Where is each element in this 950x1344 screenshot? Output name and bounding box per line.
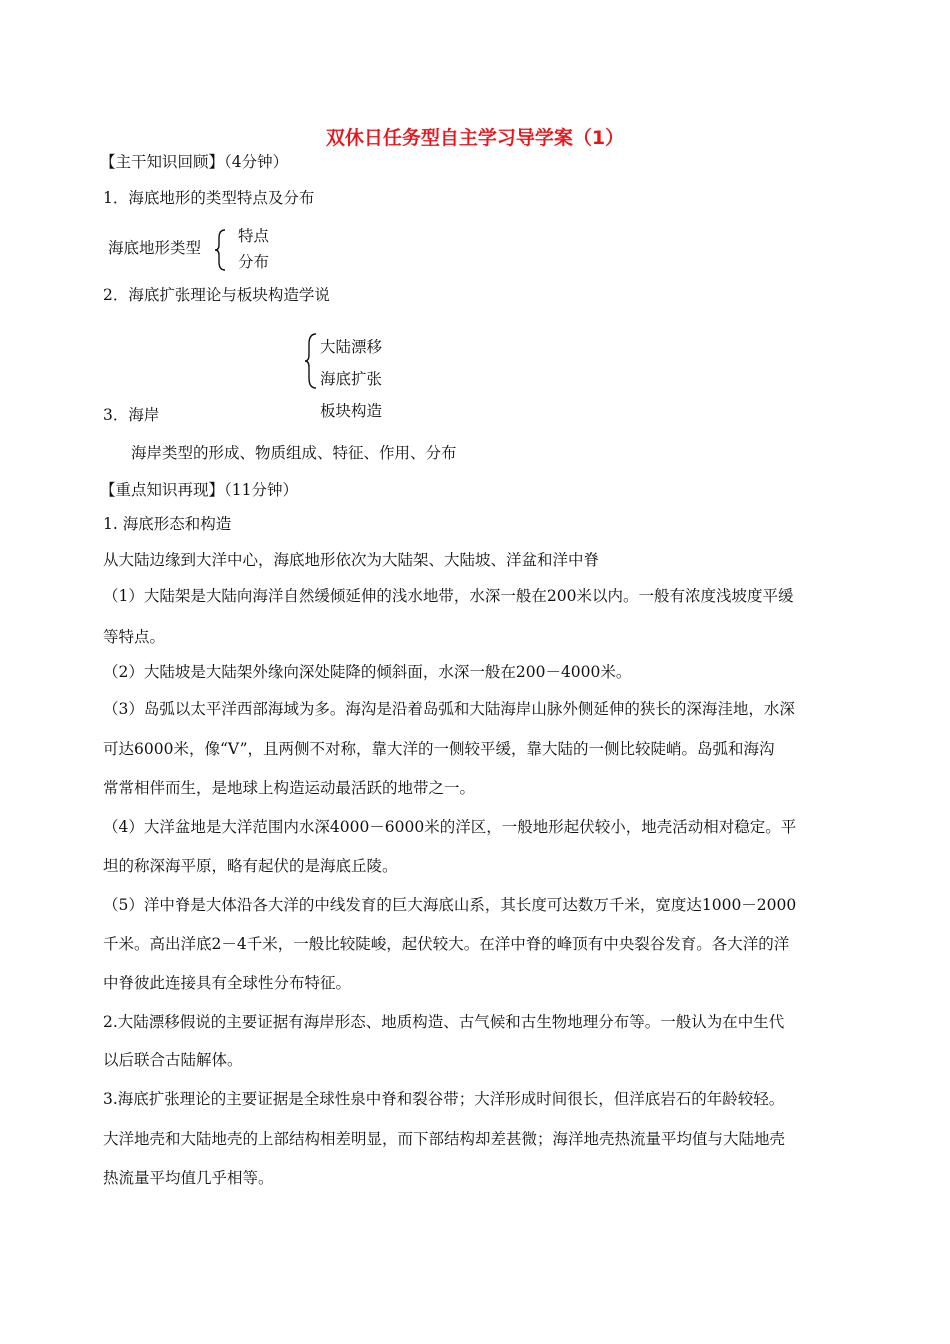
key-line: 千米。高出洋底2－4千米，一般比较陡峻，起伏较大。在洋中脊的峰顶有中央裂谷发育。各大洋的洋 <box>103 935 790 953</box>
item2-heading: 2．海底扩张理论与板块构造学说 <box>103 286 330 304</box>
coast-topics: 海岸类型的形成、物质组成、特征、作用、分布 <box>131 444 457 462</box>
branch-distribution: 分布 <box>238 253 270 271</box>
brace-item1 <box>214 228 228 272</box>
key-line: 常常相伴而生，是地球上构造运动最活跃的地带之一。 <box>103 779 476 797</box>
key-line: 可达6000米，像“V”，且两侧不对称，靠大洋的一侧较平缓，靠大陆的一侧比较陡峭。岛弧和海沟 <box>103 740 775 758</box>
key-line: （5）洋中脊是大体沿各大洋的中线发育的巨大海底山系，其长度可达数万千米，宽度达1000－2000 <box>103 896 797 914</box>
key-line: （1）大陆架是大陆向海洋自然缓倾延伸的浅水地带，水深一般在200米以内。一般有浓度浅坡度平缓 <box>103 587 794 605</box>
key-line: 中脊彼此连接具有全球性分布特征。 <box>103 974 352 992</box>
key-line: 坦的称深海平原，略有起伏的是海底丘陵。 <box>103 857 398 875</box>
brace-item2 <box>304 332 318 390</box>
branch-features: 特点 <box>238 227 270 245</box>
key-header: 【重点知识再现】（11分钟） <box>100 481 298 499</box>
key-line: 热流量平均值几乎相等。 <box>103 1169 274 1187</box>
branch-continental-drift: 大陆漂移 <box>320 338 383 356</box>
key-line: （3）岛弧以太平洋西部海域为多。海沟是沿着岛弧和大陆海岸山脉外侧延伸的狭长的深海洼地，水深 <box>103 700 795 718</box>
key-line: 从大陆边缘到大洋中心，海底地形依次为大陆架、大陆坡、洋盆和洋中脊 <box>103 551 600 569</box>
branch-seafloor-spreading: 海底扩张 <box>320 370 383 388</box>
key-line: 等特点。 <box>103 628 166 646</box>
key-line: （4）大洋盆地是大洋范围内水深4000－6000米的洋区，一般地形起伏较小，地壳活动相对稳定。平 <box>103 818 797 836</box>
page-title: 双休日任务型自主学习导学案（1） <box>325 127 625 149</box>
review-header: 【主干知识回顾】（4分钟） <box>100 153 289 171</box>
key-line: 2.大陆漂移假说的主要证据有海岸形态、地质构造、古气候和古生物地理分布等。一般认为在中生代 <box>103 1013 785 1031</box>
branch-plate-tectonics: 板块构造 <box>320 402 383 420</box>
item1-heading: 1．海底地形的类型特点及分布 <box>103 189 315 207</box>
item3-heading: 3．海岸 <box>103 406 160 424</box>
key-line: 1. 海底形态和构造 <box>103 515 232 533</box>
key-line: 3.海底扩张理论的主要证据是全球性泉中脊和裂谷带；大洋形成时间很长，但洋底岩石的年龄较轻。 <box>103 1090 785 1108</box>
key-line: （2）大陆坡是大陆架外缘向深处陡降的倾斜面，水深一般在200－4000米。 <box>103 663 632 681</box>
key-line: 以后联合古陆解体。 <box>103 1051 243 1069</box>
key-line: 大洋地壳和大陆地壳的上部结构相差明显，而下部结构却差甚微；海洋地壳热流量平均值与大陆地壳 <box>103 1130 786 1148</box>
seafloor-type-label: 海底地形类型 <box>108 239 202 257</box>
